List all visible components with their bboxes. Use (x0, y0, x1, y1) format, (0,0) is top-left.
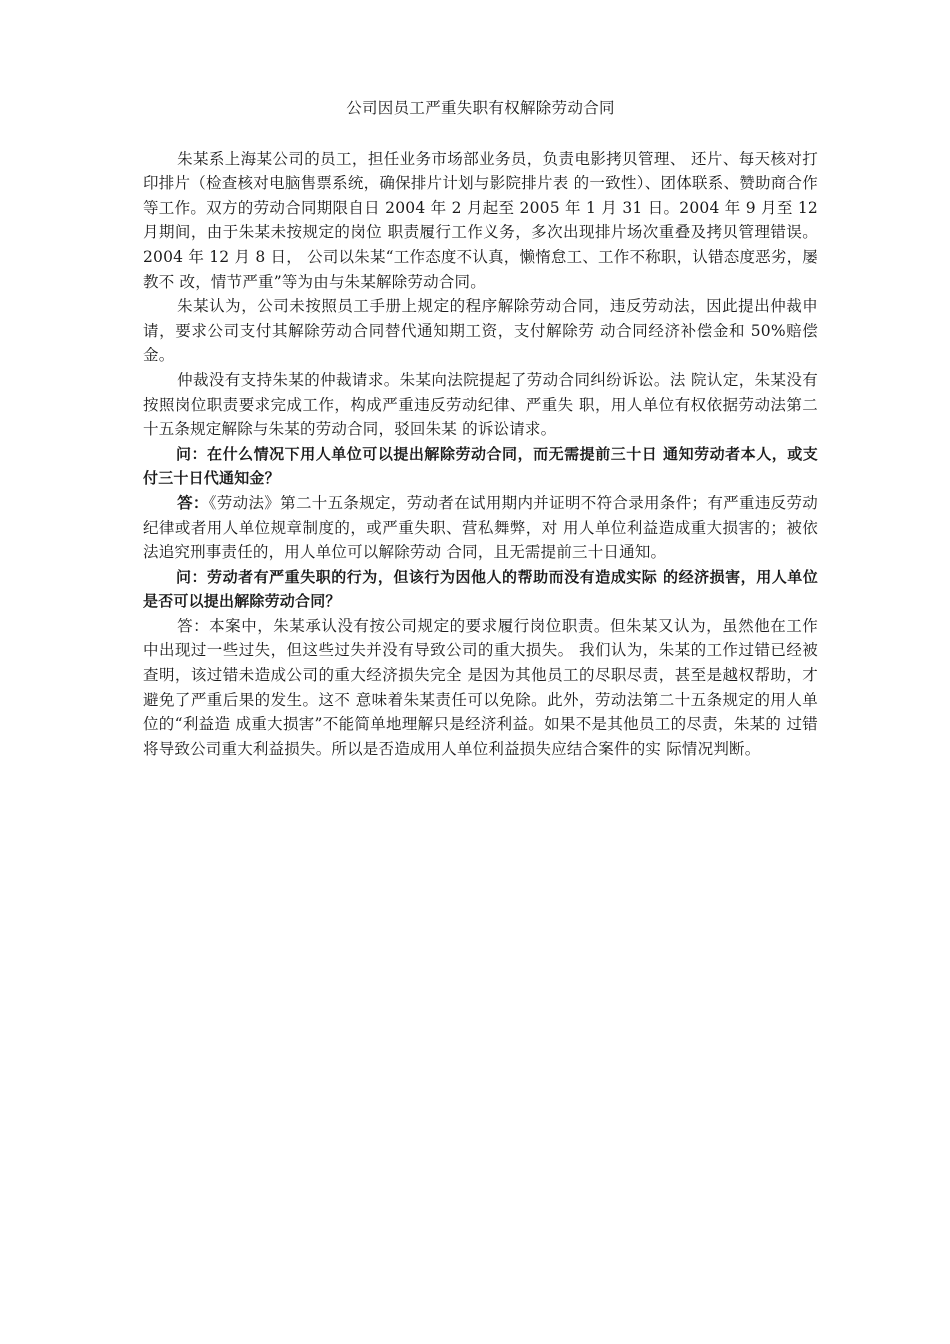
court-ruling-paragraph: 仲裁没有支持朱某的仲裁请求。朱某向法院提起了劳动合同纠纷诉讼。法 院认定，朱某没有按照岗位职责要求完成工作，构成严重违反劳动纪律、严重失 职，用人单位有权依据劳动法第二十五条规定解除与朱某的劳动合同，驳回朱某 的诉讼请求。 (143, 370, 818, 439)
case-facts-paragraph: 朱某系上海某公司的员工，担任业务市场部业务员，负责电影拷贝管理、 还片、每天核对打印排片（检查核对电脑售票系统，确保排片计划与影院排片表 的一致性）、团体联系、赞助商合作等工作。双方的劳动合同期限自日 2004 年 2 月起至 2005 年 1 月 31 日。2004 年 9 月至 12 月期间，由于朱某未按规定的岗位 职责履行工作义务，多次出现排片场次重叠及拷贝管理错误。2004 年 12 月 8 日， 公司以朱某“工作态度不认真，懒惰怠工、工作不称职，认错态度恶劣，屡教不 改，情节严重”等为由与朱某解除劳动合同。 (143, 149, 818, 291)
question-2: 问：劳动者有严重失职的行为，但该行为因他人的帮助而没有造成实际 的经济损害，用人单位是否可以提出解除劳动合同？ (143, 567, 818, 611)
employee-claim-paragraph: 朱某认为，公司未按照员工手册上规定的程序解除劳动合同，违反劳动法，因此提出仲裁申请，要求公司支付其解除劳动合同替代通知期工资，支付解除劳 动合同经济补偿金和 50%赔偿金。 (143, 297, 818, 365)
document-body (143, 96, 818, 761)
answer-1-lead: 答： (177, 493, 209, 512)
answer-2: 答：本案中，朱某承认没有按公司规定的要求履行岗位职责。但朱某又认为，虽然他在工作中出现过一些过失，但这些过失并没有导致公司的重大损失。 我们认为，朱某的工作过错已经被查明，该过错未造成公司的重大经济损失完全 是因为其他员工的尽职尽责，甚至是越权帮助，才避免了严重后果的发生。这不 意味着朱某责任可以免除。此外，劳动法第二十五条规定的用人单位的“利益造 成重大损害”不能简单地理解只是经济利益。如果不是其他员工的尽责，朱某的 过错将导致公司重大利益损失。所以是否造成用人单位利益损失应结合案件的实 际情况判断。 (143, 616, 818, 758)
document-title: 公司因员工严重失职有权解除劳动合同 (346, 99, 615, 117)
answer-1 (143, 491, 818, 565)
question-1: 问：在什么情况下用人单位可以提出解除劳动合同，而无需提前三十日 通知劳动者本人，或支付三十日代通知金？ (143, 444, 818, 488)
answer-1-body: 《劳动法》第二十五条规定，劳动者在试用期内并证明不符合录用条件；有严重违反劳动纪律或者用人单位规章制度的，或严重失职、营私舞弊，对 用人单位利益造成重大损害的；被依法追究刑事责任的，用人单位可以解除劳动 合同，且无需提前三十日通知。 (143, 493, 818, 562)
